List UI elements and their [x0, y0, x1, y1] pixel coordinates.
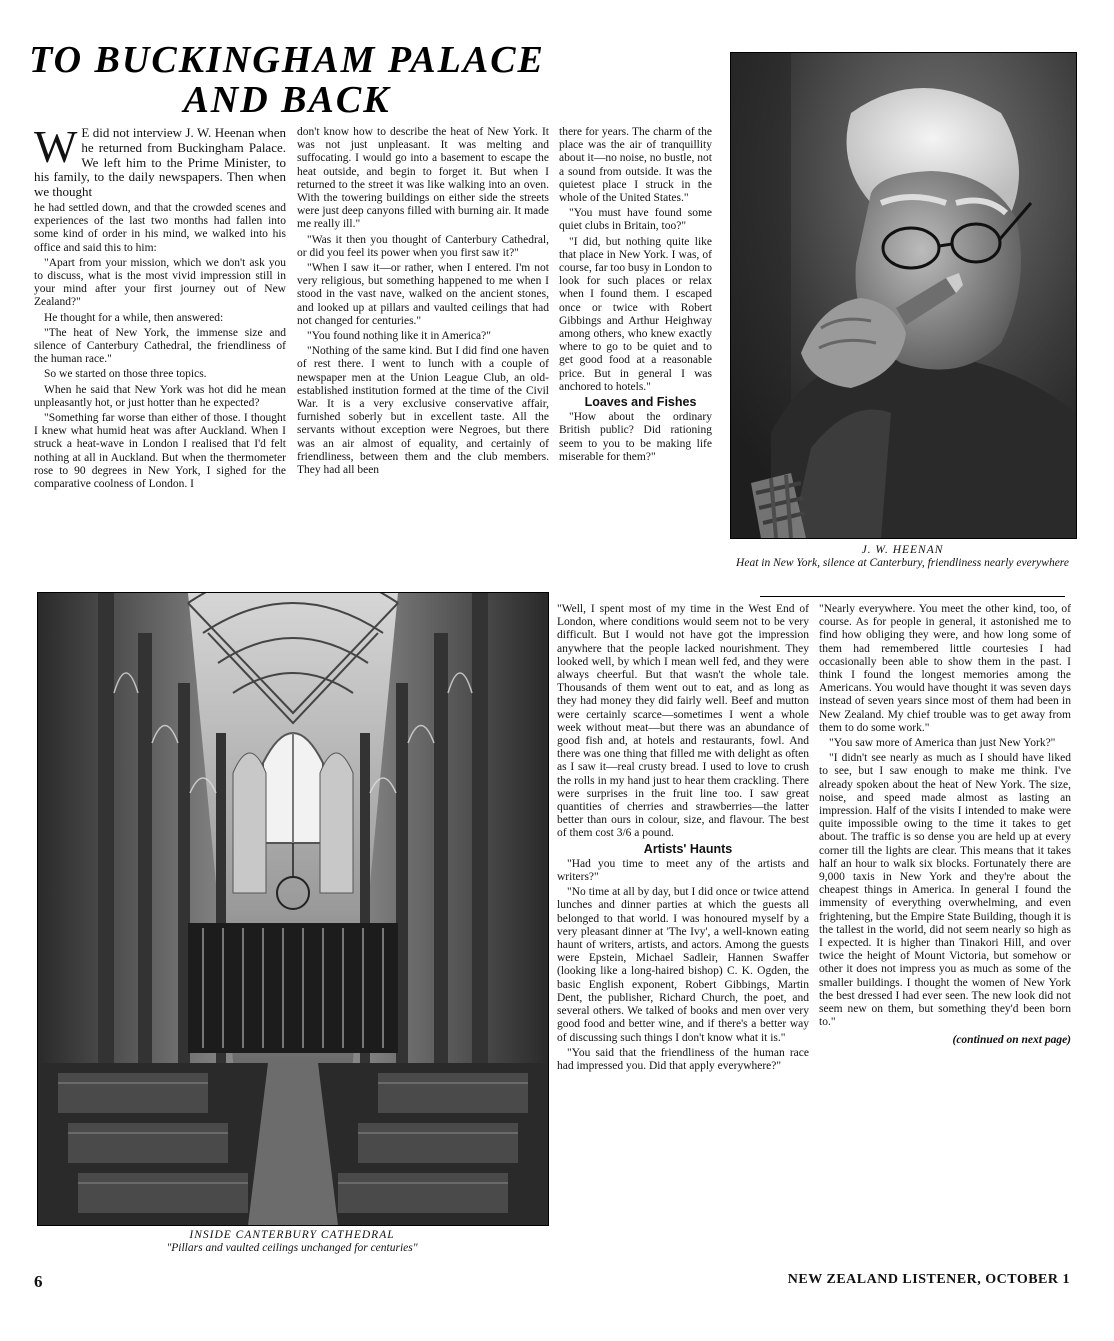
paragraph: "You saw more of America than just New York?" [829, 737, 1056, 750]
headline [22, 40, 552, 120]
cathedral-caption [37, 1229, 547, 1255]
subhead-loaves-and-fishes: Loaves and Fishes [584, 395, 697, 410]
article-column-3-upper [559, 126, 712, 600]
article-column-4 [819, 603, 1071, 1267]
paragraph: "How about the ordinary British public? Did rationing seem to you to be making life miserable for them?" [559, 411, 712, 463]
paragraph: "Had you time to meet any of the artists and writers?" [557, 857, 809, 884]
paragraph: "Nearly everywhere. You meet the other kind, too, of course. As for people in general, it astonished me to find how obliging they were, and how long some of them had remembered little courtesies I had occasionally been able to show them in the past. I think I found the longest memories among the Americans. You would have thought it was seven days instead of seven years since most of them had been in New Zealand. My chief trouble was to get away from them to do some work." [819, 603, 1071, 734]
subhead-artists-haunts: Artists' Haunts [643, 841, 733, 856]
cathedral-caption-name: INSIDE CANTERBURY CATHEDRAL [189, 1229, 395, 1241]
paragraph: So we started on those three topics. [44, 368, 207, 381]
paragraph: there for years. The charm of the place was the air of tranquillity about it—no noise, no bustle, not a sound from outside. It was the quietest place I struck in the whole of the United States." [559, 126, 712, 205]
portrait-image [731, 53, 1076, 538]
paragraph: "I didn't see nearly as much as I should have liked to see, but I saw enough to make me think. I've already spoken about the heat of New York. The size, noise, and speed made almost as lasting an impression. Half of the visits I intended to make were quite impossible owing to the time it takes to get about. The traffic is so dense you are held up at every corner till the lights are clear. This means that it takes half an hour to walk six blocks. Fortunately there are 9,000 taxis in New York and they're about the cheapest things in America. In general I found the immensity of everything overwhelming, and even frightening, but the Empire State Building, though it is the tallest in the world, did not seem nearly so high as I expected. It is higher than Tinakori Hill, and over twice the height of Mount Victoria, but somehow or other it does not impress you as much as some of the smaller buildings. I thought the women of New York the best dressed I had ever seen. The new look did not seem new on them, but something they'd been born to." [819, 752, 1071, 1029]
cathedral-interior-image [38, 593, 548, 1225]
portrait-caption [730, 544, 1075, 570]
paragraph: "I did, but nothing quite like that place in New York. I was, of course, far too busy in London to look for such places or relax when I found them. I escaped once or twice with Robert Gibbings and Arthur Heighway among others, who knew exactly where to go to be quiet and to get good food at a reasonable price. But in general I was anchored to hotels." [559, 235, 712, 393]
paragraph: "No time at all by day, but I did once or twice attend lunches and dinner parties at which the guests all belonged to that world. I was honoured myself by a very pleasant dinner at 'The Ivy', a well-known eating haunt of writers, artists, and actors. Among the guests were Epstein, Michael Sadleir, Hannen Swaffer (looking like a long-haired bishop) C. K. Ogden, the basic English exponent, Robert Gibbings, Martin Dent, the publisher, Richard Church, the poet, and several others. We talked of books and men over very good food and better wine, and if there's a better way of discussing such things I don't know what it is." [557, 886, 809, 1044]
paragraph: "Well, I spent most of my time in the West End of London, where conditions would seem not to be very difficult. But I would not have got the impression anywhere that the people lacked nourishment. They looked well, by which I mean well fed, and they were always cheerful. But that wasn't the whole tale. Thousands of them went out to eat, and as long as they had money they did fairly well. Beef and mutton were certainly scarce—sometimes I went a whole week without meat—but there was an abundance of good fish and, at hotels and restaurants, fowl. And there was one thing that filled me with delight as often as I saw it—real crusty bread. I used to love to crush the rolls in my hand just to hear them crackling. There were surprises in the fruit line too. I saw great quantities of cherries and strawberries—the latter better than ours in colour, size, and flavour. The best of them cost 3/6 a pound. [557, 603, 809, 840]
paragraph: "You said that the friendliness of the human race had impressed you. Did that apply everywhere?" [557, 1046, 809, 1072]
headline-line-2: AND BACK [183, 79, 391, 121]
paragraph: When he said that New York was hot did he mean unpleasantly hot, or just hotter than he expected? [34, 383, 286, 409]
paragraph: "You found nothing like it in America?" [307, 330, 491, 343]
paragraph: "The heat of New York, the immense size and silence of Canterbury Cathedral, the friendliness of the human race." [34, 326, 286, 366]
paragraph: "When I saw it—or rather, when I entered. I'm not very religious, but something happened to me when I stood in the vast nave, walked on the ancient stones, and looked up at pillars and vaulted ceilings that had not changed for centuries." [297, 262, 549, 327]
article-column-1 [34, 126, 286, 586]
portrait-photo [730, 52, 1077, 539]
paragraph: "Was it then you thought of Canterbury Cathedral, or did you feel its power when you first saw it?" [297, 233, 549, 259]
publication-footer: NEW ZEALAND LISTENER, OCTOBER 1 [787, 1272, 1070, 1287]
caption-rule [760, 596, 1065, 597]
portrait-caption-name: J. W. HEENAN [861, 544, 944, 556]
article-column-3-lower [557, 603, 809, 1257]
paragraph: don't know how to describe the heat of New York. It was not just unpleasant. It was melting and suffocating. I would go into a basement to escape the heat outside, and begin to forget it. But when I returned to the street it was like walking into an oven. With the towering buildings on either side the streets were just deep canyons filled with burning air. It made me really ill." [297, 126, 549, 231]
paragraph: "Nothing of the same kind. But I did find one haven of rest there. I went to lunch with a couple of newspaper men at the Union League Club, an old-established institution formed at the time of the Civil War. It is a very exclusive conservative affair, furnished soberly but in excellent taste. All the servants without exception were Negroes, but there was an air almost of equality, and certainly of friendliness, between them and the club members. They had all been [297, 345, 549, 477]
portrait-caption-text: Heat in New York, silence at Canterbury, friendliness nearly everywhere [736, 557, 1069, 569]
lead-text: E did not interview J. W. Heenan when he returned from Buckingham Palace. We left him to the Prime Minister, to his family, to the daily newspapers. Then when we thought [34, 126, 286, 200]
paragraph: He thought for a while, then answered: [44, 311, 224, 324]
cathedral-photo [37, 592, 549, 1226]
paragraph: he had settled down, and that the crowded scenes and experiences of the last two months had fallen into some kind of order in his mind, we walked into his office and said this to him: [34, 201, 286, 254]
paragraph: "Something far worse than either of those. I thought I knew what humid heat was after Auckland. When I struck a heat-wave in London I realised that I'd felt nothing at all in Auckland. But when the thermometer rose to 90 degrees in New York, I sighed for the comparative coolness of London. I [34, 412, 286, 491]
headline-line-1: TO BUCKINGHAM PALACE [29, 39, 545, 81]
paragraph: "You must have found some quiet clubs in Britain, too?" [559, 207, 712, 233]
cathedral-caption-text: "Pillars and vaulted ceilings unchanged for centuries" [166, 1242, 418, 1254]
page-number: 6 [34, 1272, 43, 1291]
paragraph: "Apart from your mission, which we don't ask you to discuss, what is the most vivid impression still in your mind after your first journey out of New Zealand?" [34, 256, 286, 309]
article-column-2 [297, 126, 549, 586]
lead-paragraph [34, 126, 286, 200]
drop-cap: W [34, 126, 78, 172]
continued-note: (continued on next page) [952, 1033, 1071, 1046]
